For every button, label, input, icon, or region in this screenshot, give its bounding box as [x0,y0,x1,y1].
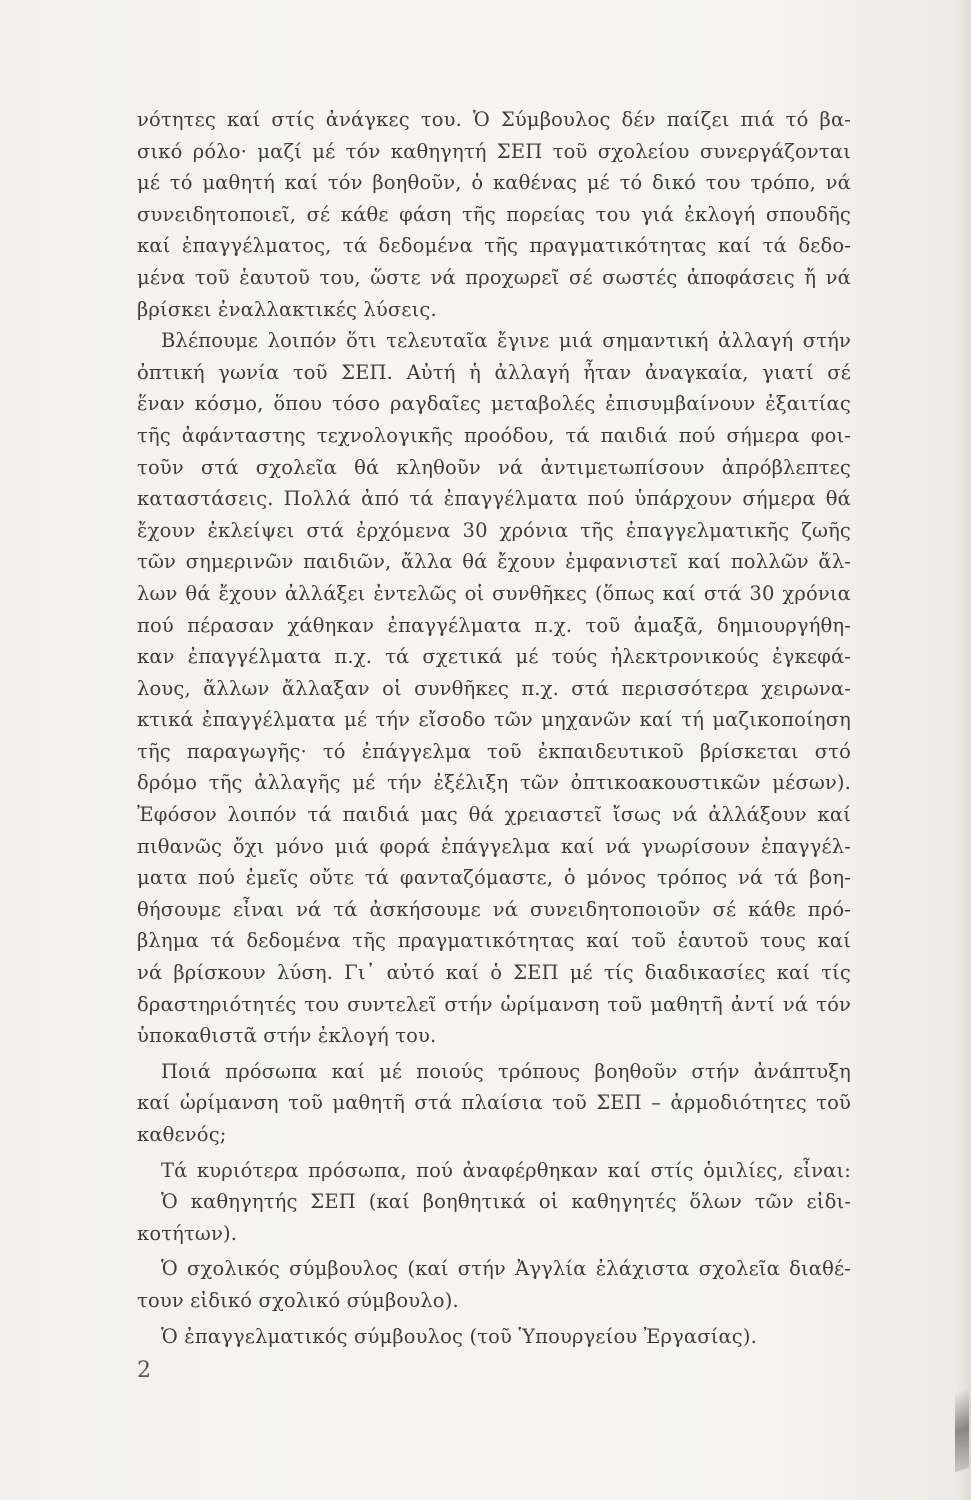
text-line: Ὁ καθηγητής ΣΕΠ (καί βοηθητικά οἱ καθηγητές ὅλων τῶν εἰδι- [161,1190,851,1214]
text-line: καθενός; [137,1123,227,1146]
text-line: Ποιά πρόσωπα καί μέ ποιούς τρόπους βοηθοῦν στήν ἀνάπτυξη [161,1059,851,1083]
text-line: καί ἐπαγγέλματος, τά δεδομένα τῆς πραγματικότητας καί τά δεδο- [137,234,851,258]
text-line: συνειδητοποιεῖ, σέ κάθε φάση τῆς πορείας του γιά ἐκλογή σπουδῆς [137,202,851,226]
text-line: τῶν σημερινῶν παιδιῶν, ἄλλα θά ἔχουν ἐμφανιστεῖ καί πολλῶν ἄλ- [137,550,851,574]
text-line: καν ἐπαγγέλματα π.χ. τά σχετικά μέ τούς ἠλεκτρονικούς ἐγκεφά- [137,645,851,669]
text-line: νά βρίσκουν λύση. Γι᾽ αὐτό καί ὁ ΣΕΠ μέ τίς διαδικασίες καί τίς [137,961,851,985]
text-line: κτικά ἐπαγγέλματα μέ τήν εἴσοδο τῶν μηχανῶν καί τή μαζικοποίηση [137,708,851,732]
text-line: ματα πού ἐμεῖς οὔτε τά φανταζόμαστε, ὁ μόνος τρόπος νά τά βοη- [137,866,851,890]
body-text [137,104,851,1352]
text-line: νότητες καί στίς ἀνάγκες του. Ὁ Σύμβουλος δέν παίζει πιά τό βα- [137,108,851,131]
text-line: Βλέπουμε λοιπόν ὅτι τελευταῖα ἔγινε μιά σημαντική ἀλλαγή στήν [161,329,851,353]
text-line: ἔχουν ἐκλείψει στά ἐρχόμενα 30 χρόνια τῆς ἐπαγγελματικῆς ζωῆς [137,518,851,542]
text-line: τουν εἰδικό σχολικό σύμβουλο). [137,1288,459,1312]
text-line: Ὁ ἐπαγγελματικός σύμβουλος (τοῦ Ὑπουργείου Ἐργασίας). [161,1324,757,1348]
text-line: λους, ἄλλων ἄλλαξαν οἱ συνθῆκες π.χ. στά περισσότερα χειρωνα- [137,676,851,700]
page-number: 2 [137,1358,151,1383]
page-edge-mark [955,1387,969,1472]
text-line: λων θά ἔχουν ἀλλάξει ἐντελῶς οἱ συνθῆκες (ὅπως καί στά 30 χρόνια [137,581,851,605]
text-line: μέ τό μαθητή καί τόν βοηθοῦν, ὁ καθένας μέ τό δικό του τρόπο, νά [137,171,851,195]
text-line: πού πέρασαν χάθηκαν ἐπαγγέλματα π.χ. τοῦ ἁμαξᾶ, δημιουργήθη- [137,613,851,637]
text-line: μένα τοῦ ἑαυτοῦ του, ὥστε νά προχωρεῖ σέ σωστές ἀποφάσεις ἤ νά [137,265,851,289]
text-line: σικό ρόλο· μαζί μέ τόν καθηγητή ΣΕΠ τοῦ σχολείου συνεργάζονται [137,139,851,163]
text-line: κοτήτων). [137,1221,238,1245]
text-line: ὀπτική γωνία τοῦ ΣΕΠ. Αὐτή ἡ ἀλλαγή ἦταν ἀναγκαία, γιατί σέ [137,360,851,384]
text-line: Τά κυριότερα πρόσωπα, πού ἀναφέρθηκαν καί στίς ὁμιλίες, εἶναι: [161,1158,851,1182]
text-line: καί ὡρίμανση τοῦ μαθητῆ στά πλαίσια τοῦ ΣΕΠ – ἁρμοδιότητες τοῦ [137,1091,851,1115]
text-line: Ὁ σχολικός σύμβουλος (καί στήν Ἀγγλία ἐλάχιστα σχολεῖα διαθέ- [161,1257,851,1281]
text-line: βλημα τά δεδομένα τῆς πραγματικότητας καί τοῦ ἑαυτοῦ τους καί [137,929,851,953]
page-edge-shadow [957,0,971,1500]
text-line: ὑποκαθιστᾶ στήν ἐκλογή του. [137,1024,437,1048]
text-line: τοῦν στά σχολεῖα θά κληθοῦν νά ἀντιμετωπίσουν ἀπρόβλεπτες [137,455,851,479]
text-line: βρίσκει ἐναλλακτικές λύσεις. [137,297,437,321]
text-line: καταστάσεις. Πολλά ἀπό τά ἐπαγγέλματα πού ὑπάρχουν σήμερα θά [137,487,851,511]
text-line: πιθανῶς ὄχι μόνο μιά φορά ἐπάγγελμα καί νά γνωρίσουν ἐπαγγέλ- [137,834,851,858]
text-line: Ἐφόσον λοιπόν τά παιδιά μας θά χρειαστεῖ ἴσως νά ἀλλάξουν καί [137,803,851,827]
text-line: τῆς ἀφάνταστης τεχνολογικῆς προόδου, τά παιδιά πού σήμερα φοι- [137,423,851,447]
text-line: τῆς παραγωγῆς· τό ἐπάγγελμα τοῦ ἐκπαιδευτικοῦ βρίσκεται στό [137,739,851,763]
text-line: δρόμο τῆς ἀλλαγῆς μέ τήν ἐξέλιξη τῶν ὀπτικοακουστικῶν μέσων). [137,771,851,795]
text-line: δραστηριότητές του συντελεῖ στήν ὡρίμανση τοῦ μαθητῆ ἀντί νά τόν [137,992,851,1016]
text-line: θήσουμε εἶναι νά τά ἀσκήσουμε νά συνειδητοποιοῦν σέ κάθε πρό- [137,897,851,921]
text-line: ἕναν κόσμο, ὅπου τόσο ραγδαῖες μεταβολές ἐπισυμβαίνουν ἐξαιτίας [137,392,851,416]
